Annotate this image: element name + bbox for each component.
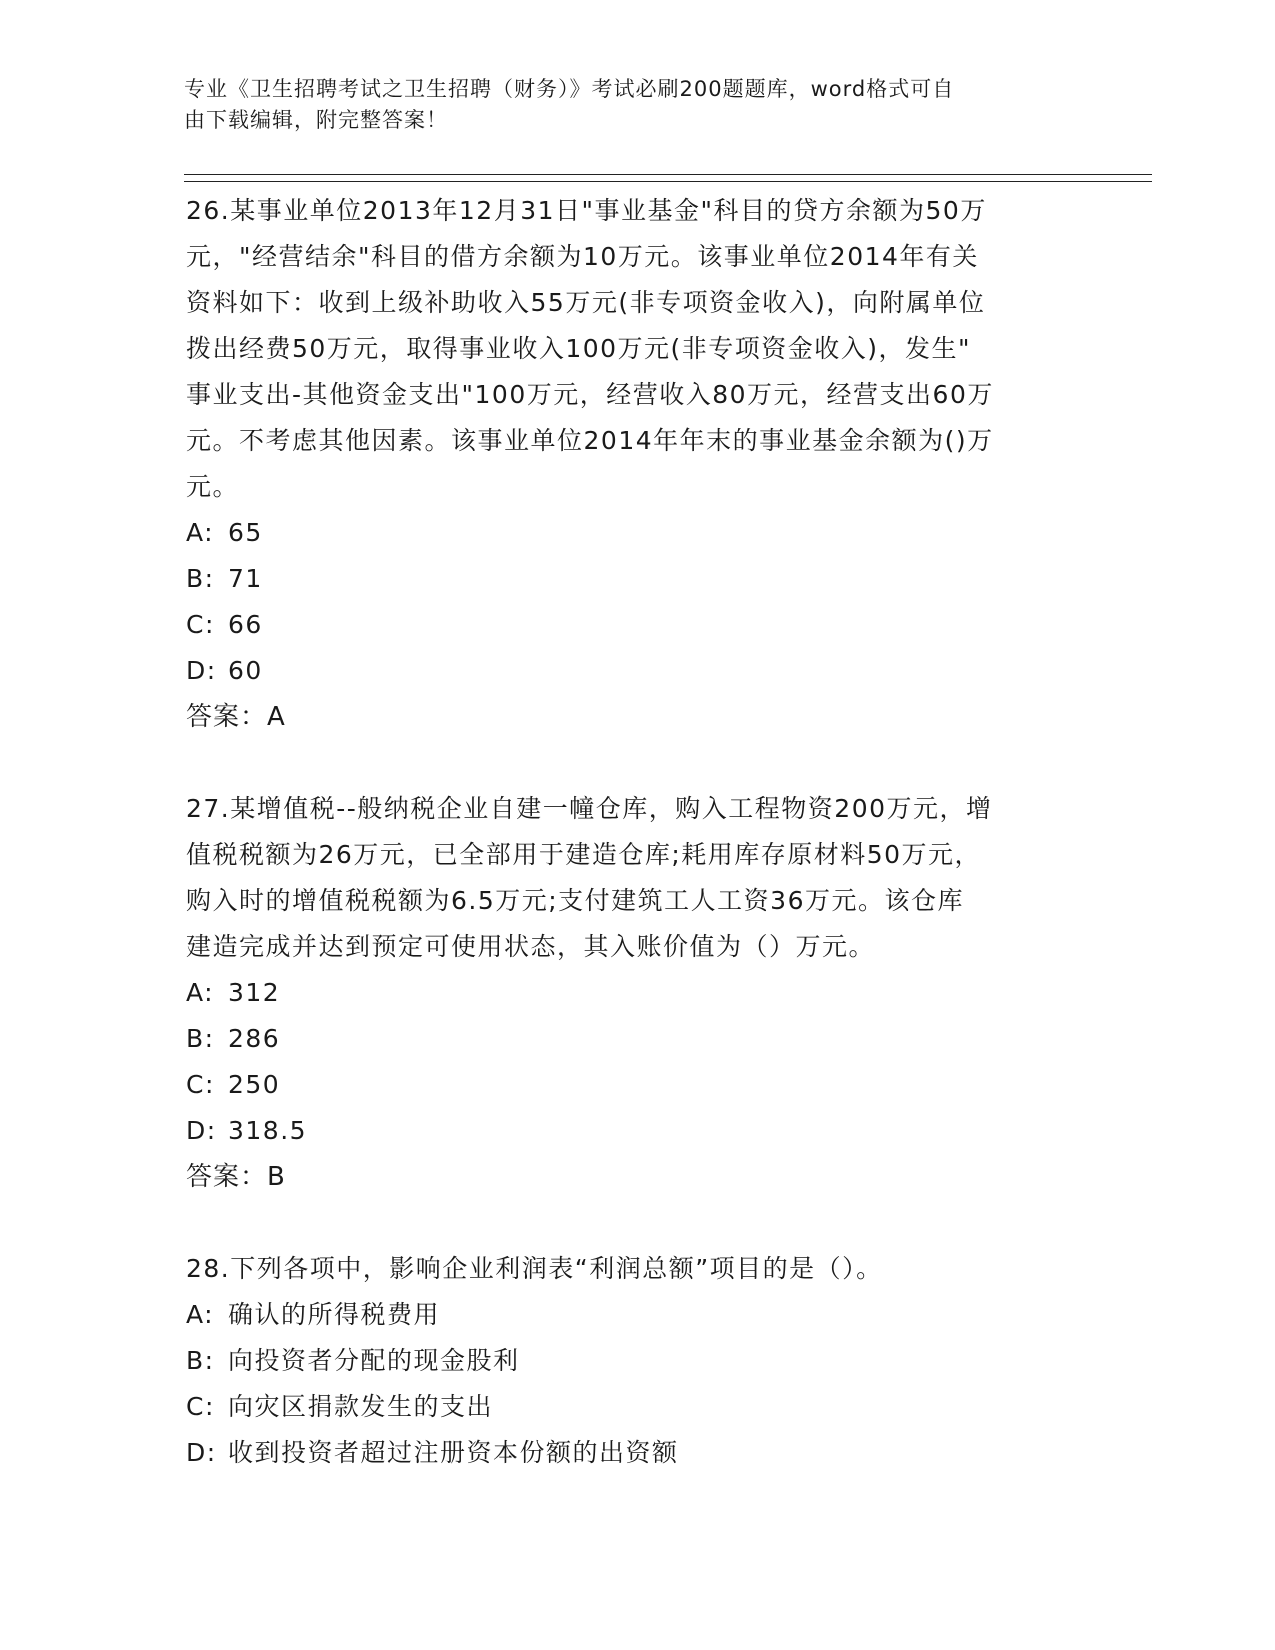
option-text: 65 (228, 518, 263, 547)
stem-line: 元。 (186, 472, 240, 501)
option-letter: C: (186, 1392, 215, 1421)
option-letter: B: (186, 564, 215, 593)
option-text: 向灾区捐款发生的支出 (228, 1392, 494, 1421)
stem-line: 事业支出-其他资金支出"100万元，经营收入80万元，经营支出60万 (186, 380, 994, 409)
header-line-2: 由下载编辑，附完整答案！ (184, 108, 448, 132)
answer-line: 答案：A (186, 702, 286, 732)
stem-line: 28.下列各项中，影响企业利润表“利润总额”项目的是（）。 (186, 1254, 883, 1283)
question-stem (186, 786, 1086, 970)
question-26 (186, 188, 1086, 740)
question-27 (186, 786, 1086, 1200)
question-spacer (186, 740, 1086, 786)
option-d (186, 648, 1086, 694)
option-text: 286 (228, 1024, 281, 1053)
header-line-1: 专业《卫生招聘考试之卫生招聘（财务）》考试必刷200题题库，word格式可自 (184, 77, 955, 101)
header-divider-top (184, 174, 1152, 175)
option-text: 71 (228, 564, 263, 593)
option-letter: D: (186, 1438, 217, 1467)
question-stem (186, 1246, 1086, 1292)
document-header (184, 74, 1064, 136)
option-text: 250 (228, 1070, 281, 1099)
option-b (186, 1338, 1086, 1384)
option-text: 收到投资者超过注册资本份额的出资额 (228, 1438, 679, 1467)
stem-line: 27.某增值税--般纳税企业自建一幢仓库，购入工程物资200万元，增 (186, 794, 993, 823)
header-divider-bottom (184, 181, 1152, 182)
option-a (186, 970, 1086, 1016)
stem-line: 拨出经费50万元，取得事业收入100万元(非专项资金收入)，发生" (186, 334, 972, 363)
option-a (186, 510, 1086, 556)
option-letter: C: (186, 1070, 215, 1099)
option-b (186, 1016, 1086, 1062)
option-c (186, 602, 1086, 648)
option-a (186, 1292, 1086, 1338)
option-letter: A: (186, 1300, 215, 1329)
option-text: 向投资者分配的现金股利 (228, 1346, 520, 1375)
question-spacer (186, 1200, 1086, 1246)
option-d (186, 1108, 1086, 1154)
stem-line: 元。不考虑其他因素。该事业单位2014年年末的事业基金余额为()万 (186, 426, 994, 455)
option-text: 确认的所得税费用 (228, 1300, 441, 1329)
stem-line: 26.某事业单位2013年12月31日"事业基金"科目的贷方余额为50万 (186, 196, 987, 225)
option-c (186, 1384, 1086, 1430)
option-text: 60 (228, 656, 263, 685)
option-letter: C: (186, 610, 215, 639)
option-c (186, 1062, 1086, 1108)
option-b (186, 556, 1086, 602)
option-letter: B: (186, 1346, 215, 1375)
stem-line: 资料如下：收到上级补助收入55万元(非专项资金收入)，向附属单位 (186, 288, 986, 317)
stem-line: 购入时的增值税税额为6.5万元;支付建筑工人工资36万元。该仓库 (186, 886, 964, 915)
option-letter: A: (186, 518, 215, 547)
option-text: 312 (228, 978, 281, 1007)
question-stem (186, 188, 1086, 510)
option-text: 318.5 (228, 1116, 308, 1145)
option-letter: A: (186, 978, 215, 1007)
answer-line: 答案：B (186, 1162, 286, 1192)
stem-line: 元，"经营结余"科目的借方余额为10万元。该事业单位2014年有关 (186, 242, 979, 271)
stem-line: 值税税额为26万元，已全部用于建造仓库;耗用库存原材料50万元， (186, 840, 982, 869)
option-letter: B: (186, 1024, 215, 1053)
question-28 (186, 1246, 1086, 1476)
option-letter: D: (186, 656, 217, 685)
option-text: 66 (228, 610, 263, 639)
stem-line: 建造完成并达到预定可使用状态，其入账价值为（）万元。 (186, 932, 876, 961)
option-d (186, 1430, 1086, 1476)
option-letter: D: (186, 1116, 217, 1145)
question-list (186, 188, 1086, 1476)
